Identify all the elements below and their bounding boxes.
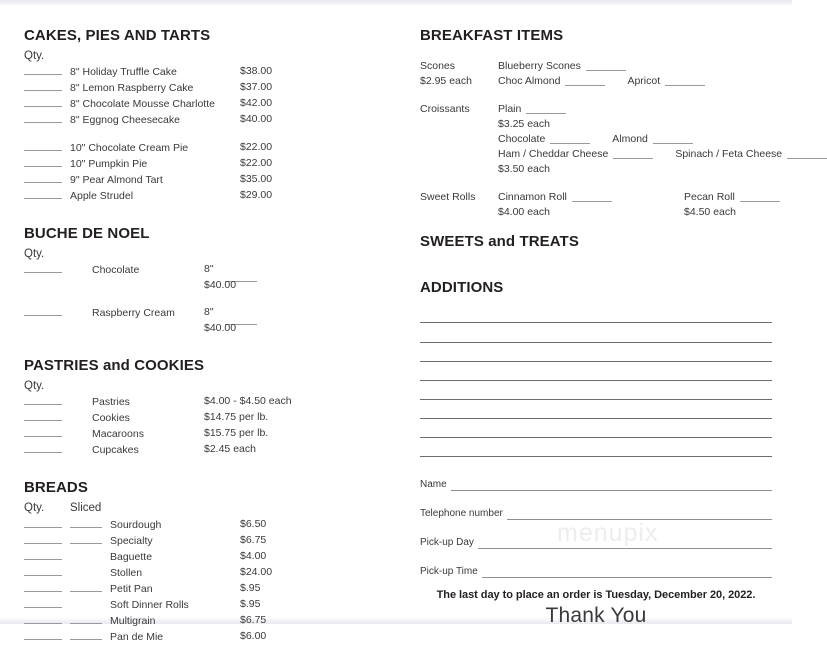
breakfast-group-croissants <box>420 102 783 177</box>
option-left[interactable] <box>498 190 684 205</box>
item-name: Apple Strudel <box>70 190 134 203</box>
qty-blank-line[interactable] <box>24 156 62 167</box>
item-name: Baguette <box>110 550 153 563</box>
table-row[interactable] <box>24 597 400 613</box>
qty-blank-line[interactable] <box>24 394 62 405</box>
pastries-items <box>24 394 400 458</box>
item-price: $.95 <box>240 597 261 610</box>
option-blank-line[interactable] <box>613 149 653 159</box>
addition-line-row[interactable] <box>420 310 772 323</box>
item-name: Raspberry Cream <box>92 307 175 320</box>
section-sweets-treats <box>420 234 772 251</box>
item-name: Stollen <box>110 566 143 579</box>
section-additions <box>420 280 772 457</box>
item-name: Chocolate <box>92 264 140 277</box>
table-row[interactable] <box>24 305 400 321</box>
item-name: Macaroons <box>92 428 144 441</box>
item-price: $29.00 <box>240 189 273 202</box>
option-blank-line[interactable] <box>653 134 693 144</box>
pickup-time-input[interactable] <box>482 568 772 578</box>
qty-label-pastries: Qty. <box>24 379 45 392</box>
table-row[interactable] <box>24 80 400 96</box>
breakfast-category <box>420 190 498 220</box>
item-price: $22.00 <box>240 157 273 170</box>
option-label: Blueberry Scones <box>498 59 581 72</box>
qty-blank-line[interactable] <box>24 533 62 544</box>
table-row[interactable] <box>24 262 400 278</box>
sliced-blank-line[interactable] <box>70 613 102 624</box>
price-row <box>24 278 400 293</box>
section-title-breakfast: BREAKFAST ITEMS <box>420 27 564 44</box>
section-buche-de-noel <box>24 226 400 336</box>
section-cakes-pies-tarts <box>24 28 400 204</box>
option-blank-line[interactable] <box>586 61 626 71</box>
breakfast-category-name: Sweet Rolls <box>420 190 476 203</box>
breakfast-options <box>498 59 772 89</box>
item-price: $40.00 <box>204 322 237 335</box>
section-breads <box>24 480 400 644</box>
qty-blank-line[interactable] <box>24 581 62 592</box>
menupix-watermark: menupix <box>557 519 659 547</box>
option-label: Plain <box>498 102 522 115</box>
qty-blank-line[interactable] <box>24 565 62 576</box>
section-title-pastries: PASTRIES and COOKIES <box>24 357 205 375</box>
item-price: $40.00 <box>204 279 237 292</box>
qty-blank-line[interactable] <box>24 64 62 75</box>
right-column <box>420 0 783 628</box>
table-row[interactable] <box>24 549 400 565</box>
item-name: 10" Chocolate Cream Pie <box>70 142 189 155</box>
option-label: Apricot <box>627 74 661 87</box>
section-title-sweets: SWEETS and TREATS <box>420 232 579 250</box>
item-price: $35.00 <box>240 173 273 186</box>
item-name: 10" Pumpkin Pie <box>70 158 148 171</box>
item-price: $6.00 <box>240 629 267 642</box>
qty-blank-line[interactable] <box>24 442 62 453</box>
option-label: Chocolate <box>498 132 546 145</box>
qty-label-buche: Qty. <box>24 247 45 260</box>
cakes-group-cakes <box>24 64 400 128</box>
option-line[interactable] <box>498 74 772 89</box>
qty-label-cakes: Qty. <box>24 49 45 62</box>
sliced-blank-line[interactable] <box>70 629 102 640</box>
addition-line-row[interactable] <box>420 438 772 457</box>
breakfast-category-name: Scones <box>420 59 456 72</box>
option-price-left: $4.00 each <box>498 205 550 218</box>
qty-blank-line[interactable] <box>24 172 62 183</box>
breakfast-category-price: $2.95 each <box>420 74 472 87</box>
qty-blank-line[interactable] <box>24 112 62 123</box>
item-name: Pan de Mie <box>110 630 164 643</box>
sliced-label-breads: Sliced <box>70 501 102 514</box>
table-row[interactable] <box>24 517 400 533</box>
item-name: 8" Chocolate Mousse Charlotte <box>70 98 215 111</box>
qty-blank-line[interactable] <box>24 597 62 608</box>
buche-item-chocolate <box>24 262 400 293</box>
option-right[interactable] <box>684 190 780 205</box>
table-row[interactable] <box>24 565 400 581</box>
breads-items <box>24 517 400 645</box>
item-name: Pastries <box>92 396 130 409</box>
order-deadline-notice: The last day to place an order is Tuesday, December 20, 2022. <box>436 588 756 601</box>
option-price: $3.25 each <box>498 117 550 130</box>
qty-blank-line[interactable] <box>24 629 62 640</box>
item-price: $6.75 <box>240 613 267 626</box>
option-blank-line[interactable] <box>787 149 827 159</box>
addition-rule[interactable] <box>420 456 772 457</box>
item-price: $6.50 <box>240 517 267 530</box>
qty-blank-line[interactable] <box>24 305 62 316</box>
qty-blank-line[interactable] <box>24 140 62 151</box>
item-size: 8" <box>204 306 214 319</box>
option-label: Pecan Roll <box>684 190 735 203</box>
qty-blank-line[interactable] <box>24 188 62 199</box>
option-label: Cinnamon Roll <box>498 190 567 203</box>
item-price: $6.75 <box>240 533 267 546</box>
item-name: Cookies <box>92 412 130 425</box>
item-price: $.95 <box>240 581 261 594</box>
form-field-telephone[interactable] <box>420 508 772 520</box>
option-label: Almond <box>612 132 648 145</box>
section-pastries-cookies <box>24 358 400 458</box>
left-column <box>24 0 400 645</box>
table-row[interactable] <box>24 112 400 128</box>
section-title-cakes: CAKES, PIES AND TARTS <box>24 27 211 44</box>
item-price: $15.75 per lb. <box>204 427 269 440</box>
option-line[interactable] <box>498 102 827 117</box>
sliced-blank-line[interactable] <box>70 517 102 528</box>
qty-blank-line[interactable] <box>24 96 62 107</box>
option-blank-line[interactable] <box>740 192 780 202</box>
breads-column-headers <box>24 502 400 515</box>
addition-line-row[interactable] <box>420 362 772 381</box>
option-blank-line[interactable] <box>665 76 705 86</box>
table-row[interactable] <box>24 533 400 549</box>
breakfast-category <box>420 102 498 177</box>
table-row[interactable] <box>24 96 400 112</box>
table-row[interactable] <box>24 156 400 172</box>
item-price: $42.00 <box>240 97 273 110</box>
breakfast-options <box>498 102 827 177</box>
item-price: $4.00 <box>240 549 267 562</box>
option-label: Ham / Cheddar Cheese <box>498 147 609 160</box>
item-name: Sourdough <box>110 518 162 531</box>
addition-line-row[interactable] <box>420 343 772 362</box>
form-field-pickup-time[interactable] <box>420 566 772 578</box>
option-blank-line[interactable] <box>526 104 566 114</box>
item-price: $2.45 each <box>204 443 256 456</box>
section-breakfast-items <box>420 27 783 220</box>
table-row[interactable] <box>24 629 400 645</box>
qty-blank-line[interactable] <box>24 426 62 437</box>
item-price: $38.00 <box>240 65 273 78</box>
item-size: 8" <box>204 263 214 276</box>
form-label: Telephone number <box>420 507 503 519</box>
buche-item-raspberry-cream <box>24 305 400 336</box>
thank-you-message: Thank You <box>545 603 647 627</box>
table-row[interactable] <box>24 172 400 188</box>
item-name: Specialty <box>110 534 153 547</box>
item-name: Petit Pan <box>110 582 153 595</box>
name-input[interactable] <box>451 481 772 491</box>
group-spacer <box>24 128 400 140</box>
customer-form <box>420 479 772 628</box>
sliced-blank-line[interactable] <box>70 533 102 544</box>
form-field-name[interactable] <box>420 479 772 491</box>
table-row[interactable] <box>24 426 400 442</box>
item-price: $14.75 per lb. <box>204 411 269 424</box>
table-row[interactable] <box>24 394 400 410</box>
qty-blank-line[interactable] <box>24 517 62 528</box>
item-name: 8" Eggnog Cheesecake <box>70 114 180 127</box>
pickup-day-input[interactable] <box>478 539 772 549</box>
option-line[interactable] <box>498 147 827 162</box>
option-price-right: $4.50 each <box>684 205 736 218</box>
breakfast-group-scones <box>420 59 772 89</box>
option-line[interactable] <box>498 59 772 74</box>
table-row[interactable] <box>24 64 400 80</box>
item-name: Multigrain <box>110 614 156 627</box>
breakfast-group-sweet-rolls <box>420 190 772 220</box>
breakfast-category-name: Croissants <box>420 102 470 115</box>
item-price: $4.00 - $4.50 each <box>204 395 292 408</box>
item-name: Cupcakes <box>92 444 139 457</box>
section-title-additions: ADDITIONS <box>420 279 504 296</box>
item-name: 8" Holiday Truffle Cake <box>70 66 177 79</box>
table-row[interactable] <box>24 410 400 426</box>
additions-lines <box>420 310 772 457</box>
form-label: Name <box>420 478 447 490</box>
qty-blank-line[interactable] <box>24 549 62 560</box>
table-row[interactable] <box>24 613 400 629</box>
form-label: Pick-up Day <box>420 536 474 548</box>
item-price: $22.00 <box>240 141 273 154</box>
addition-line-row[interactable] <box>420 323 772 343</box>
option-blank-line[interactable] <box>565 76 605 86</box>
telephone-input[interactable] <box>507 510 772 520</box>
item-name: 9" Pear Almond Tart <box>70 174 163 187</box>
qty-blank-line[interactable] <box>24 80 62 91</box>
option-blank-line[interactable] <box>572 192 612 202</box>
sliced-blank-line[interactable] <box>70 581 102 592</box>
addition-line-row[interactable] <box>420 419 772 438</box>
price-row <box>24 321 400 336</box>
option-label: Choc Almond <box>498 74 561 87</box>
item-name: Soft Dinner Rolls <box>110 598 189 611</box>
option-line[interactable] <box>498 132 827 147</box>
section-title-buche: BUCHE DE NOEL <box>24 225 150 243</box>
item-price: $37.00 <box>240 81 273 94</box>
addition-line-row[interactable] <box>420 400 772 419</box>
table-row[interactable] <box>24 581 400 597</box>
table-row[interactable] <box>24 140 400 156</box>
option-price-pair <box>498 205 780 220</box>
form-label: Pick-up Time <box>420 565 478 577</box>
cakes-group-pies <box>24 140 400 204</box>
breakfast-spacer <box>420 45 772 59</box>
item-price: $40.00 <box>240 113 273 126</box>
breakfast-category <box>420 59 498 89</box>
qty-blank-line[interactable] <box>24 410 62 421</box>
option-label: Spinach / Feta Cheese <box>675 147 783 160</box>
table-row[interactable] <box>24 188 400 204</box>
breakfast-options <box>498 190 780 220</box>
qty-blank-line[interactable] <box>24 613 62 624</box>
table-row[interactable] <box>24 442 400 458</box>
section-title-breads: BREADS <box>24 479 88 497</box>
form-field-pickup-day[interactable] <box>420 537 772 549</box>
option-price: $3.50 each <box>498 162 550 175</box>
option-line[interactable] <box>498 190 780 205</box>
addition-line-row[interactable] <box>420 381 772 400</box>
item-name: 8" Lemon Raspberry Cake <box>70 82 194 95</box>
group-spacer <box>24 293 400 305</box>
qty-blank-line[interactable] <box>24 262 62 273</box>
qty-label-breads: Qty. <box>24 501 45 514</box>
item-price: $24.00 <box>240 565 273 578</box>
option-blank-line[interactable] <box>550 134 590 144</box>
